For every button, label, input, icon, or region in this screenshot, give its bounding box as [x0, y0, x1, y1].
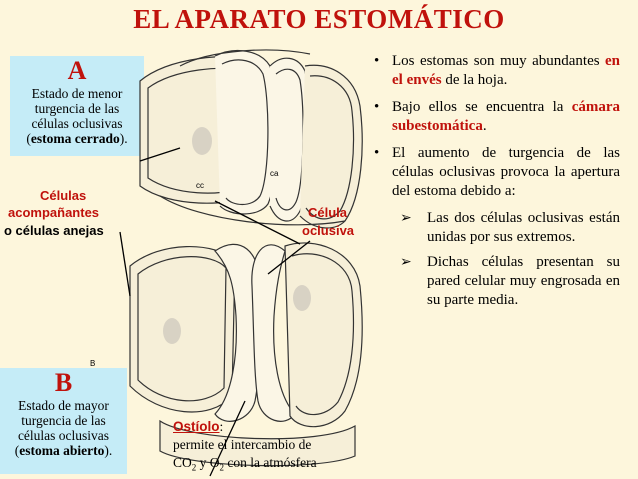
sub-bullet-item — [370, 209, 620, 247]
state-b-letter: B — [54, 368, 73, 397]
arrow-bullet-icon: ➢ — [400, 255, 412, 270]
state-b-line1: Estado de mayor — [18, 398, 109, 413]
ostiolo-co2-sub: 2 — [191, 462, 197, 473]
bullet-text-pre: Bajo ellos se encuentra la — [392, 99, 572, 115]
label-ca: ca — [270, 169, 279, 178]
sub-bullet-item — [370, 253, 620, 310]
bullet-text-post: de la hoja. — [441, 72, 508, 88]
state-a-bold: estoma cerrado — [30, 131, 120, 146]
state-b-box — [0, 368, 127, 474]
page-title: EL APARATO ESTOMÁTICO — [133, 4, 505, 34]
arrow-bullet-icon: ➢ — [400, 211, 412, 226]
sub-bullet-text: Las dos células oclusivas están unidas por sus extremos. — [427, 210, 620, 245]
bullet-dot: • — [374, 99, 380, 115]
label-celulas: Células — [40, 188, 87, 203]
bullet-dot: • — [374, 145, 380, 161]
bullet-highlight: cámara subestomática — [392, 99, 620, 134]
state-b-bold: estoma abierto — [19, 443, 105, 458]
sub-bullet-text: Dichas células presentan su pared celular muy engrosada en su parte media. — [427, 254, 620, 308]
label-b-mark: B — [90, 359, 96, 368]
state-b-line3: células oclusivas — [17, 428, 110, 443]
bullet-text-post: . — [482, 118, 487, 134]
bullet-text-pre: Los estomas son muy abundantes — [392, 53, 605, 69]
state-a-line1: Estado de menor — [31, 86, 123, 101]
state-b-paren: ( — [14, 443, 20, 458]
state-a-close: ). — [119, 131, 128, 146]
bullet-dot: • — [374, 53, 380, 69]
label-celula: Célula — [308, 205, 348, 220]
ostiolo-co2: CO — [173, 455, 192, 470]
ostiolo-text1: permite el intercambio de — [173, 437, 312, 452]
bullet-list — [370, 52, 620, 316]
ostiolo-colon: : — [219, 419, 224, 434]
ostiolo-term: Ostíolo — [173, 419, 220, 434]
state-b-line4 — [0, 443, 127, 458]
label-oclusiva: oclusiva — [302, 223, 355, 238]
stoma-diagram — [90, 36, 370, 476]
bullet-item — [370, 98, 620, 136]
state-a-letter: A — [67, 56, 87, 85]
ostiolo-text2: con la atmósfera — [224, 455, 317, 470]
state-b-close: ). — [104, 443, 113, 458]
ostiolo-y: y O — [196, 455, 220, 470]
label-celulas-anejas: o células anejas — [4, 223, 104, 238]
state-a-line3: células oclusivas — [31, 116, 123, 131]
ostiolo-o2-sub: 2 — [219, 462, 225, 473]
state-a-line2: turgencia de las — [34, 101, 120, 116]
state-a-paren: ( — [26, 131, 31, 146]
bullet-item — [370, 144, 620, 201]
label-acompanantes: acompañantes — [8, 205, 100, 220]
label-cc: cc — [196, 181, 204, 190]
bullet-text-pre: El aumento de turgencia de las células oclusivas provoca la apertura del estoma debido a: — [392, 145, 620, 199]
bullet-item — [370, 52, 620, 90]
state-b-line2: turgencia de las — [21, 413, 106, 428]
bullet-highlight: en el envés — [392, 53, 620, 88]
pointer-line-anejas — [120, 232, 130, 296]
ostiolo-caption — [173, 418, 363, 477]
closed-stoma-figure — [140, 50, 362, 228]
